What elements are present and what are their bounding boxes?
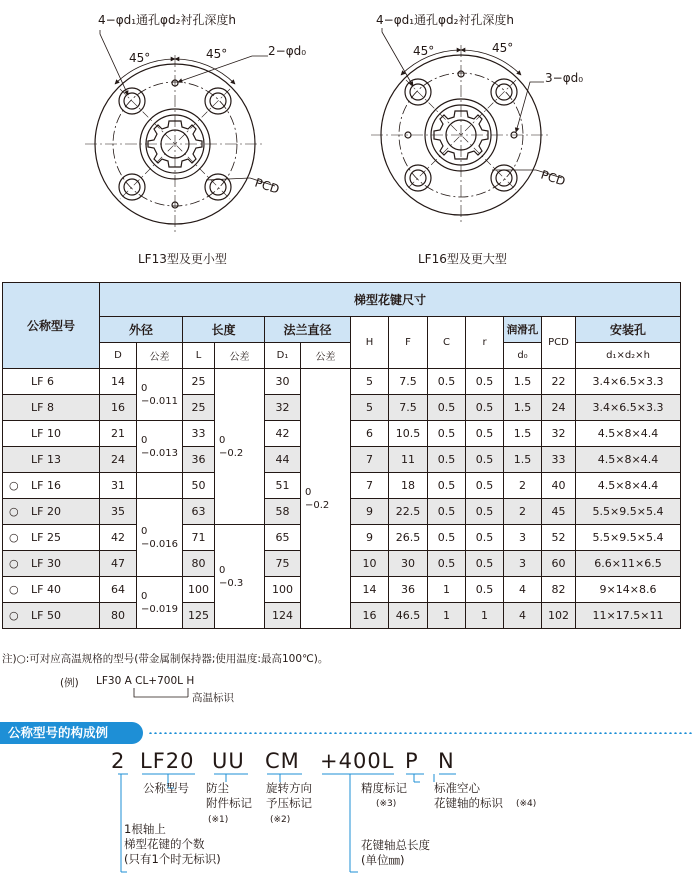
cell-mount: 9×14×8.6 xyxy=(576,577,681,603)
cell-D1: 32 xyxy=(265,395,301,421)
label-dust-ref: (※1) xyxy=(208,815,229,825)
model-name: LF 16 xyxy=(31,479,61,492)
right-hole-label: 4−φd₁通孔φd₂衬孔深度h xyxy=(376,13,514,27)
part-length: +400L xyxy=(320,749,395,773)
cell-D: 42 xyxy=(100,525,137,551)
cell-L: 63 xyxy=(183,499,215,525)
label-rotation-ref: (※2) xyxy=(270,815,291,825)
left-caption: LF13型及更小型 xyxy=(138,252,227,266)
cell-PCD: 40 xyxy=(542,473,576,499)
cell-H: 14 xyxy=(351,577,389,603)
right-flange-drawing xyxy=(371,28,562,225)
cell-d0: 3 xyxy=(504,525,542,551)
model-name: LF 50 xyxy=(31,609,61,622)
cell-PCD: 82 xyxy=(542,577,576,603)
cell-F: 7.5 xyxy=(389,395,428,421)
right-angle2: 45° xyxy=(492,41,514,55)
sub-L: L xyxy=(183,343,215,369)
od-tolerance xyxy=(137,473,183,499)
model-cell xyxy=(3,525,100,551)
flange-diagrams xyxy=(0,0,693,278)
cell-L: 71 xyxy=(183,525,215,551)
model-name: LF 6 xyxy=(31,375,54,388)
right-lube-label: 3−φd₀ xyxy=(545,71,584,85)
part-model: LF20 xyxy=(140,749,195,773)
cell-C: 1 xyxy=(428,577,466,603)
cell-L: 33 xyxy=(183,421,215,447)
left-angle1: 45° xyxy=(129,51,151,65)
label-precision: 精度标记 xyxy=(361,781,407,795)
cell-C: 1 xyxy=(428,603,466,629)
cell-d0: 2 xyxy=(504,499,542,525)
part-leaders xyxy=(0,772,693,875)
cell-d0: 1.5 xyxy=(504,369,542,395)
example-prefix: (例) xyxy=(60,677,79,689)
cell-C: 0.5 xyxy=(428,369,466,395)
spec-table xyxy=(2,282,681,629)
cell-D: 31 xyxy=(100,473,137,499)
high-temp-mark: ○ xyxy=(9,557,19,570)
sub-len-tol: 公差 xyxy=(215,343,265,369)
cell-PCD: 45 xyxy=(542,499,576,525)
cell-H: 9 xyxy=(351,525,389,551)
cell-H: 7 xyxy=(351,473,389,499)
model-cell xyxy=(3,369,100,395)
cell-r: 0.5 xyxy=(466,395,504,421)
header-model: 公称型号 xyxy=(3,283,100,369)
model-name: LF 30 xyxy=(31,557,61,570)
cell-F: 10.5 xyxy=(389,421,428,447)
label-rotation: 旋转方向 予压标记 xyxy=(266,781,312,810)
header-spline-group: 梯型花键尺寸 xyxy=(100,283,681,317)
model-name: LF 25 xyxy=(31,531,61,544)
label-length: 花键轴总长度 (单位㎜) xyxy=(361,838,430,867)
cell-F: 18 xyxy=(389,473,428,499)
header-r: r xyxy=(466,317,504,369)
cell-D1: 124 xyxy=(265,603,301,629)
cell-D1: 44 xyxy=(265,447,301,473)
cell-r: 0.5 xyxy=(466,577,504,603)
cell-L: 25 xyxy=(183,395,215,421)
example-label: 高温标识 xyxy=(192,692,234,704)
cell-mount: 11×17.5×11 xyxy=(576,603,681,629)
section-title: 公称型号的构成例 xyxy=(0,722,143,744)
cell-C: 0.5 xyxy=(428,395,466,421)
left-angle2: 45° xyxy=(206,47,228,61)
sub-flange-tol: 公差 xyxy=(301,343,351,369)
sub-D1: D₁ xyxy=(265,343,301,369)
cell-F: 36 xyxy=(389,577,428,603)
cell-PCD: 33 xyxy=(542,447,576,473)
cell-L: 36 xyxy=(183,447,215,473)
part-precision: P xyxy=(405,749,419,773)
label-count: 1根轴上 梯型花键的个数 (只有1个时无标识) xyxy=(124,822,221,866)
cell-C: 0.5 xyxy=(428,421,466,447)
header-lube-hole: 润滑孔 xyxy=(504,317,542,343)
cell-L: 80 xyxy=(183,551,215,577)
label-model: 公称型号 xyxy=(143,781,189,795)
len-tolerance: 0 −0.3 xyxy=(215,525,265,629)
header-F: F xyxy=(389,317,428,369)
left-hole-label: 4−φd₁通孔φd₂衬孔深度h xyxy=(98,13,236,27)
header-flange-diameter: 法兰直径 xyxy=(265,317,351,343)
model-cell xyxy=(3,395,100,421)
cell-mount: 5.5×9.5×5.4 xyxy=(576,525,681,551)
high-temp-mark: ○ xyxy=(9,583,19,596)
cell-r: 0.5 xyxy=(466,369,504,395)
cell-C: 0.5 xyxy=(428,499,466,525)
model-name: LF 13 xyxy=(31,453,61,466)
sub-d0: d₀ xyxy=(504,343,542,369)
model-cell xyxy=(3,499,100,525)
flange-tolerance: 0 −0.2 xyxy=(301,369,351,629)
header-PCD: PCD xyxy=(542,317,576,369)
cell-F: 46.5 xyxy=(389,603,428,629)
cell-D1: 75 xyxy=(265,551,301,577)
cell-r: 0.5 xyxy=(466,551,504,577)
high-temp-note: 注)○:可对应高温规格的型号(带金属制保持器;使用温度:最高100℃)。 xyxy=(2,653,329,665)
label-dust: 防尘 附件标记 xyxy=(206,781,252,810)
cell-H: 16 xyxy=(351,603,389,629)
cell-mount: 4.5×8×4.4 xyxy=(576,447,681,473)
model-cell xyxy=(3,577,100,603)
cell-D1: 65 xyxy=(265,525,301,551)
label-precision-ref: (※3) xyxy=(376,799,397,809)
part-rotation: CM xyxy=(265,749,300,773)
model-name: LF 20 xyxy=(31,505,61,518)
cell-PCD: 32 xyxy=(542,421,576,447)
cell-r: 0.5 xyxy=(466,421,504,447)
cell-D: 80 xyxy=(100,603,137,629)
len-tolerance: 0 −0.2 xyxy=(215,369,265,525)
high-temp-mark: ○ xyxy=(9,505,19,518)
label-hollow: 标准空心 花键轴的标识 xyxy=(434,781,503,810)
cell-D: 24 xyxy=(100,447,137,473)
cell-D: 35 xyxy=(100,499,137,525)
cell-H: 6 xyxy=(351,421,389,447)
cell-PCD: 52 xyxy=(542,525,576,551)
cell-D: 47 xyxy=(100,551,137,577)
right-angle1: 45° xyxy=(413,44,435,58)
model-name: LF 8 xyxy=(31,401,54,414)
cell-H: 7 xyxy=(351,447,389,473)
cell-r: 0.5 xyxy=(466,447,504,473)
cell-F: 11 xyxy=(389,447,428,473)
cell-F: 7.5 xyxy=(389,369,428,395)
model-cell xyxy=(3,603,100,629)
cell-D1: 51 xyxy=(265,473,301,499)
cell-d0: 4 xyxy=(504,577,542,603)
sub-od-tol: 公差 xyxy=(137,343,183,369)
cell-D: 14 xyxy=(100,369,137,395)
cell-d0: 1.5 xyxy=(504,447,542,473)
cell-D1: 100 xyxy=(265,577,301,603)
cell-mount: 5.5×9.5×5.4 xyxy=(576,499,681,525)
cell-L: 25 xyxy=(183,369,215,395)
cell-mount: 4.5×8×4.4 xyxy=(576,421,681,447)
od-tolerance: 0 −0.011 xyxy=(137,369,183,421)
model-cell xyxy=(3,447,100,473)
cell-PCD: 60 xyxy=(542,551,576,577)
cell-r: 0.5 xyxy=(466,473,504,499)
cell-L: 100 xyxy=(183,577,215,603)
cell-r: 0.5 xyxy=(466,525,504,551)
od-tolerance: 0 −0.013 xyxy=(137,421,183,473)
od-tolerance: 0 −0.019 xyxy=(137,577,183,629)
cell-D: 64 xyxy=(100,577,137,603)
cell-mount: 4.5×8×4.4 xyxy=(576,473,681,499)
cell-C: 0.5 xyxy=(428,525,466,551)
cell-C: 0.5 xyxy=(428,473,466,499)
section-header xyxy=(0,722,693,744)
cell-d0: 1.5 xyxy=(504,421,542,447)
high-temp-mark: ○ xyxy=(9,479,19,492)
cell-H: 10 xyxy=(351,551,389,577)
example-code: LF30 A CL+700L H xyxy=(96,675,195,687)
left-pcd-label: PCD xyxy=(253,175,282,197)
cell-r: 1 xyxy=(466,603,504,629)
cell-L: 50 xyxy=(183,473,215,499)
cell-D1: 42 xyxy=(265,421,301,447)
model-name: LF 40 xyxy=(31,583,61,596)
model-name: LF 10 xyxy=(31,427,61,440)
header-length: 长度 xyxy=(183,317,265,343)
part-dust: UU xyxy=(212,749,245,773)
section-dotted-rule xyxy=(148,732,693,734)
cell-H: 5 xyxy=(351,369,389,395)
model-cell xyxy=(3,421,100,447)
cell-H: 9 xyxy=(351,499,389,525)
cell-d0: 2 xyxy=(504,473,542,499)
cell-F: 26.5 xyxy=(389,525,428,551)
cell-mount: 3.4×6.5×3.3 xyxy=(576,369,681,395)
left-lube-label: 2−φd₀ xyxy=(268,44,307,58)
header-mount-hole: 安装孔 xyxy=(576,317,681,343)
cell-mount: 6.6×11×6.5 xyxy=(576,551,681,577)
od-tolerance: 0 −0.016 xyxy=(137,499,183,577)
high-temp-mark: ○ xyxy=(9,531,19,544)
header-outer-diameter: 外径 xyxy=(100,317,183,343)
cell-F: 30 xyxy=(389,551,428,577)
cell-PCD: 22 xyxy=(542,369,576,395)
cell-PCD: 102 xyxy=(542,603,576,629)
cell-D: 21 xyxy=(100,421,137,447)
cell-d0: 3 xyxy=(504,551,542,577)
part-count: 2 xyxy=(111,749,126,773)
model-cell xyxy=(3,551,100,577)
part-hollow: N xyxy=(438,749,455,773)
header-H: H xyxy=(351,317,389,369)
right-caption: LF16型及更大型 xyxy=(418,252,507,266)
cell-r: 0.5 xyxy=(466,499,504,525)
cell-C: 0.5 xyxy=(428,447,466,473)
right-pcd-label: PCD xyxy=(539,167,568,189)
cell-d0: 1.5 xyxy=(504,395,542,421)
cell-PCD: 24 xyxy=(542,395,576,421)
cell-H: 5 xyxy=(351,395,389,421)
model-cell xyxy=(3,473,100,499)
header-C: C xyxy=(428,317,466,369)
sub-D: D xyxy=(100,343,137,369)
cell-mount: 3.4×6.5×3.3 xyxy=(576,395,681,421)
example-leader xyxy=(130,686,200,702)
cell-D1: 30 xyxy=(265,369,301,395)
cell-D: 16 xyxy=(100,395,137,421)
cell-D1: 58 xyxy=(265,499,301,525)
cell-F: 22.5 xyxy=(389,499,428,525)
table-row xyxy=(3,369,681,395)
label-hollow-ref: (※4) xyxy=(516,799,537,809)
cell-C: 0.5 xyxy=(428,551,466,577)
cell-L: 125 xyxy=(183,603,215,629)
left-flange-drawing xyxy=(85,30,275,235)
high-temp-mark: ○ xyxy=(9,609,19,622)
cell-d0: 4 xyxy=(504,603,542,629)
sub-mount-dims: d₁×d₂×h xyxy=(576,343,681,369)
